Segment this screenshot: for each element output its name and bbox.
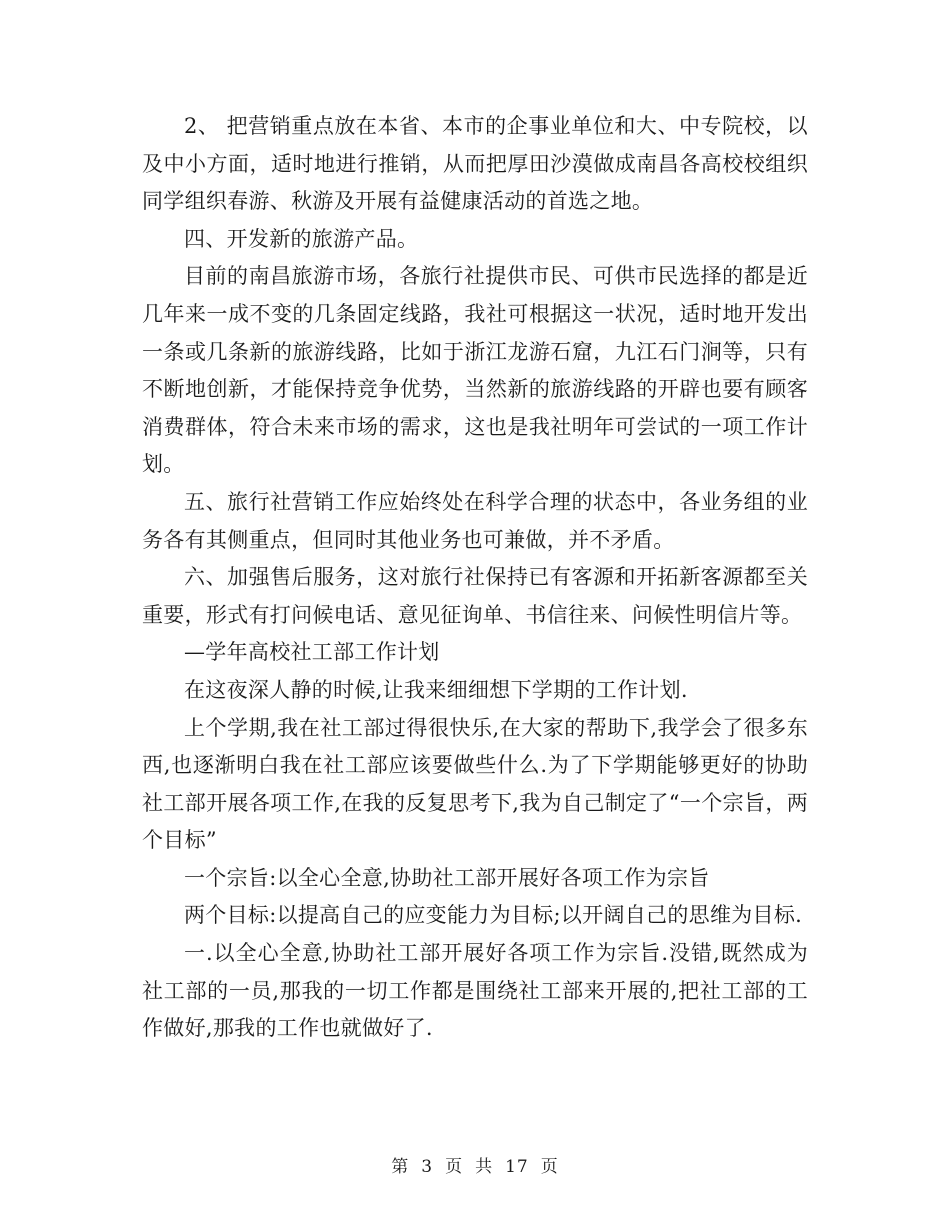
paragraph-5: 六、加强售后服务，这对旅行社保持已有客源和开拓新客源都至关重要，形式有打问候电话、意见征询单、书信往来、问候性明信片等。	[142, 565, 808, 627]
footer-label-page: 第	[391, 1157, 410, 1177]
document-body	[142, 108, 808, 1048]
section-title: —学年高校社工部工作计划	[184, 640, 440, 665]
paragraph-7: 在这夜深人静的时候,让我来细细想下学期的工作计划.	[184, 677, 688, 702]
paragraph-3: 目前的南昌旅游市场，各旅行社提供市民、可供市民选择的都是近几年来一成不变的几条固定线路，我社可根据这一状况，适时地开发出一条或几条新的旅游线路，比如于浙江龙游石窟，九江石门涧等，只有不断地创新，才能保持竞争优势，当然新的旅游线路的开辟也要有顾客消费群体，符合未来市场的需求，这也是我社明年可尝试的一项工作计划。	[142, 264, 808, 477]
paragraph-9: 一个宗旨:以全心全意,协助社工部开展好各项工作为宗旨	[184, 865, 710, 890]
paragraph-10: 两个目标:以提高自己的应变能力为目标;以开阔自己的思维为目标.	[184, 903, 803, 928]
footer-current-page: 3	[421, 1157, 434, 1177]
paragraph-8: 上个学期,我在社工部过得很快乐,在大家的帮助下,我学会了很多东西,也逐渐明白我在社工部应该要做些什么.为了下学期能够更好的协助社工部开展各项工作,在我的反复思考下,我为自己制定了“一个宗旨，两个目标”	[142, 715, 808, 853]
footer-label-total: 共	[475, 1157, 494, 1177]
footer-total-pages: 17	[505, 1157, 529, 1177]
paragraph-4: 五、旅行社营销工作应始终处在科学合理的状态中，各业务组的业务各有其侧重点，但同时其他业务也可兼做，并不矛盾。	[142, 489, 808, 552]
paragraph-2: 四、开发新的旅游产品。	[184, 226, 419, 251]
footer-label-unit: 页	[445, 1157, 464, 1177]
paragraph-11: 一.以全心全意,协助社工部开展好各项工作为宗旨.没错,既然成为社工部的一员,那我的一切工作都是围绕社工部来开展的,把社工部的工作做好,那我的工作也就做好了.	[142, 941, 808, 1041]
page-footer	[0, 1152, 950, 1177]
footer-label-unit-end: 页	[540, 1157, 559, 1177]
paragraph-1: 2、 把营销重点放在本省、本市的企事业单位和大、中专院校，以及中小方面，适时地进行推销，从而把厚田沙漠做成南昌各高校校组织同学组织春游、秋游及开展有益健康活动的首选之地。	[142, 114, 808, 214]
